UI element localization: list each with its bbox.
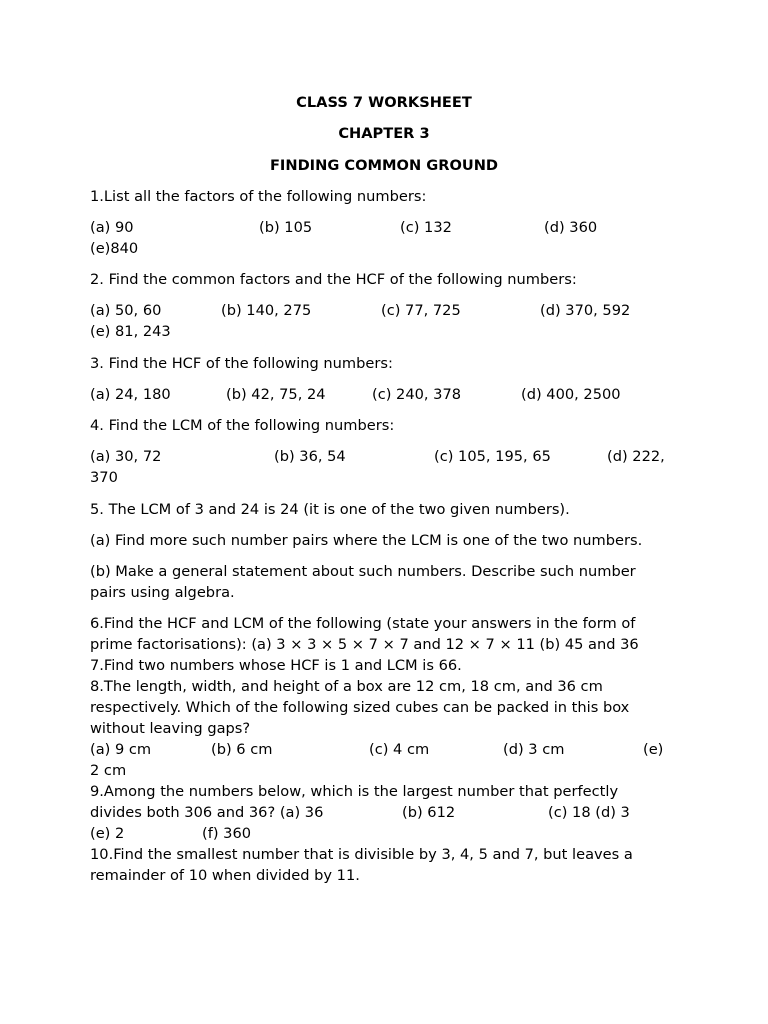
question-8-option-a: (a) 9 cm	[90, 741, 152, 758]
question-3-option-b: (b) 42, 75, 24	[226, 386, 326, 403]
question-3-option-c: (c) 240, 378	[372, 386, 462, 403]
question-1-prompt: 1.List all the factors of the following numbers:	[90, 188, 427, 205]
question-6-line-1: 6.Find the HCF and LCM of the following (state your answers in the form of	[90, 615, 636, 632]
question-8-option-b: (b) 6 cm	[211, 741, 273, 758]
question-5-part-a: (a) Find more such number pairs where the LCM is one of the two numbers.	[90, 532, 643, 549]
question-9-option-b: (b) 612	[402, 804, 456, 821]
question-8-option-c: (c) 4 cm	[369, 741, 430, 758]
question-5-prompt: 5. The LCM of 3 and 24 is 24 (it is one of the two given numbers).	[90, 501, 570, 518]
question-3-option-a: (a) 24, 180	[90, 386, 171, 403]
question-2-option-a: (a) 50, 60	[90, 302, 162, 319]
question-8-line-3: without leaving gaps?	[90, 720, 251, 737]
question-8-option-e-continued: 2 cm	[90, 762, 127, 779]
question-2-option-c: (c) 77, 725	[381, 302, 461, 319]
question-8-line-2: respectively. Which of the following sized cubes can be packed in this box	[90, 699, 630, 716]
question-2-option-d: (d) 370, 592	[540, 302, 631, 319]
question-9-line-2: divides both 306 and 36? (a) 36	[90, 804, 324, 821]
question-2-option-b: (b) 140, 275	[221, 302, 312, 319]
question-4-option-b: (b) 36, 54	[274, 448, 346, 465]
question-9-option-e: (e) 2	[90, 825, 125, 842]
question-6-line-2: prime factorisations): (a) 3 × 3 × 5 × 7 × 7 and 12 × 7 × 11 (b) 45 and 36	[90, 636, 639, 653]
question-4-option-d-continued: 370	[90, 469, 118, 486]
question-10-line-2: remainder of 10 when divided by 11.	[90, 867, 360, 884]
question-1-option-e: (e)840	[90, 240, 139, 257]
question-4-prompt: 4. Find the LCM of the following numbers:	[90, 417, 395, 434]
question-2-prompt: 2. Find the common factors and the HCF of the following numbers:	[90, 271, 577, 288]
question-5-part-b-line-1: (b) Make a general statement about such numbers. Describe such number	[90, 563, 636, 580]
worksheet-title: CLASS 7 WORKSHEET	[296, 94, 472, 111]
question-5-part-b-line-2: pairs using algebra.	[90, 584, 235, 601]
chapter-subtitle: FINDING COMMON GROUND	[269, 157, 499, 174]
question-9-option-c-d: (c) 18 (d) 3	[548, 804, 630, 821]
question-1-option-d: (d) 360	[544, 219, 598, 236]
question-4-option-a: (a) 30, 72	[90, 448, 162, 465]
question-4-option-d: (d) 222,	[607, 448, 665, 465]
question-3-option-d: (d) 400, 2500	[521, 386, 621, 403]
question-3-prompt: 3. Find the HCF of the following numbers:	[90, 355, 393, 372]
question-1-option-a: (a) 90	[90, 219, 134, 236]
question-9-option-f: (f) 360	[202, 825, 252, 842]
question-10-line-1: 10.Find the smallest number that is divisible by 3, 4, 5 and 7, but leaves a	[90, 846, 633, 863]
question-1-option-b: (b) 105	[259, 219, 313, 236]
question-8-line-1: 8.The length, width, and height of a box are 12 cm, 18 cm, and 36 cm	[90, 678, 603, 695]
question-8-option-d: (d) 3 cm	[503, 741, 565, 758]
question-9-line-1: 9.Among the numbers below, which is the largest number that perfectly	[90, 783, 619, 800]
question-4-option-c: (c) 105, 195, 65	[434, 448, 551, 465]
question-8-option-e: (e)	[643, 741, 664, 758]
question-2-option-e: (e) 81, 243	[90, 323, 171, 340]
question-1-option-c: (c) 132	[400, 219, 452, 236]
question-7-line-1: 7.Find two numbers whose HCF is 1 and LCM is 66.	[90, 657, 462, 674]
chapter-heading: CHAPTER 3	[338, 125, 430, 142]
